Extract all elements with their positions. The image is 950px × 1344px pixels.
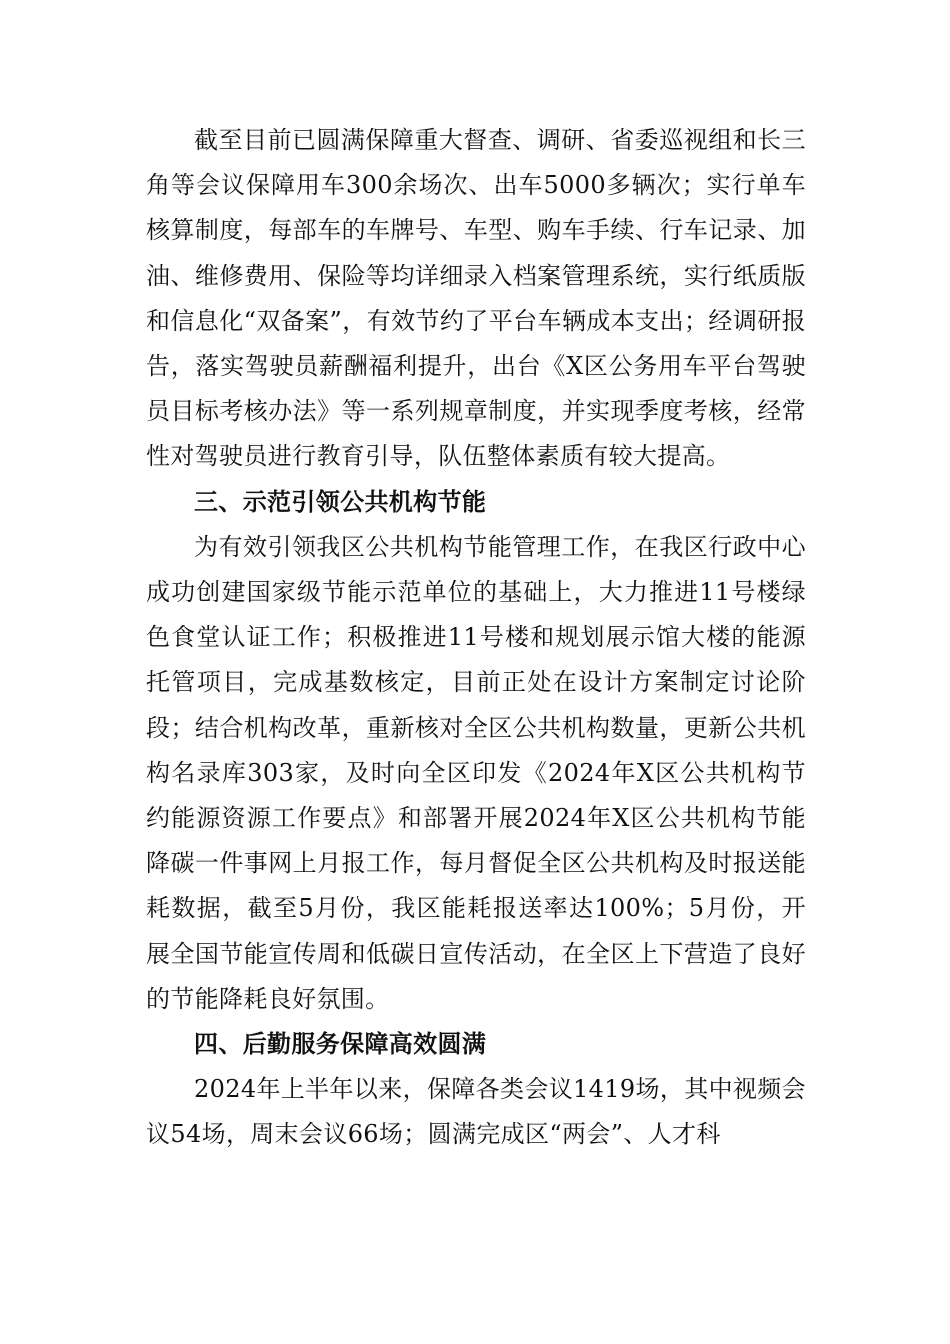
section-heading-energy-saving: 三、示范引领公共机构节能	[194, 487, 487, 516]
paragraph-vehicle-support: 截至目前已圆满保障重大督查、调研、省委巡视组和长三角等会议保障用车300余场次、出车5000多辆次；实行单车核算制度，每部车的车牌号、车型、购车手续、行车记录、加油、维修费用、保险等均详细录入档案管理系统，实行纸质版和信息化“双备案”，有效节约了平台车辆成本支出；经调研报告，落实驾驶员薪酬福利提升，出台《X区公务用车平台驾驶员目标考核办法》等一系列规章制度，并实现季度考核，经常性对驾驶员进行教育引导，队伍整体素质有较大提高。	[146, 126, 806, 471]
section-heading-logistics: 四、后勤服务保障高效圆满	[194, 1030, 487, 1059]
paragraph-energy-saving: 为有效引领我区公共机构节能管理工作，在我区行政中心成功创建国家级节能示范单位的基础上，大力推进11号楼绿色食堂认证工作；积极推进11号楼和规划展示馆大楼的能源托管项目，完成基数核定，目前正处在设计方案制定讨论阶段；结合机构改革，重新核对全区公共机构数量，更新公共机构名录库303家，及时向全区印发《2024年X区公共机构节约能源资源工作要点》和部署开展2024年X区公共机构节能降碳一件事网上月报工作，每月督促全区公共机构及时报送能耗数据，截至5月份，我区能耗报送率达100%；5月份，开展全国节能宣传周和低碳日宣传活动，在全区上下营造了良好的节能降耗良好氛围。	[146, 532, 806, 1013]
paragraph-logistics: 2024年上半年以来，保障各类会议1419场，其中视频会议54场，周末会议66场；圆满完成区“两会”、人才科	[146, 1075, 806, 1149]
document-body	[146, 118, 806, 1158]
